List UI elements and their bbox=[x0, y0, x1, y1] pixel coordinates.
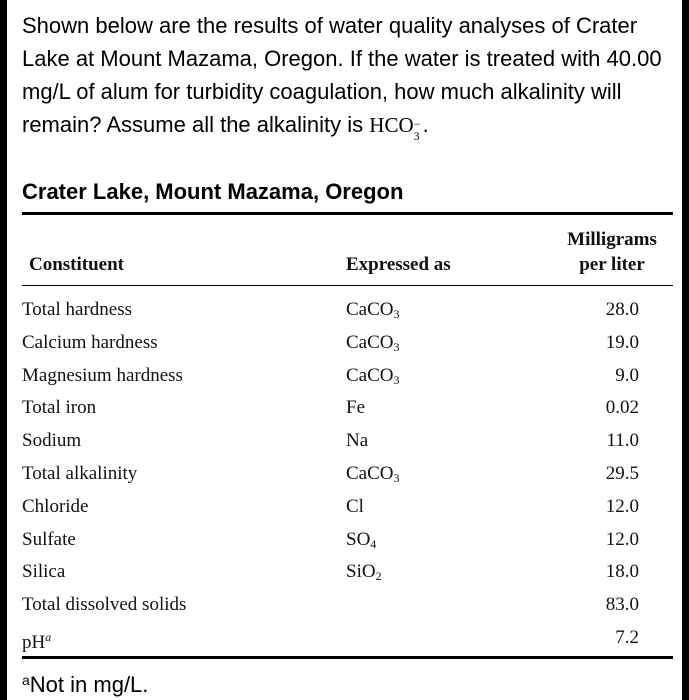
table-row bbox=[22, 490, 673, 523]
expressed-as-base: CaCO bbox=[346, 463, 394, 484]
header-rule bbox=[22, 285, 673, 286]
constituent-name: Total dissolved solids bbox=[22, 594, 187, 616]
expressed-as-subscript: 3 bbox=[393, 307, 400, 321]
table-row bbox=[22, 424, 673, 457]
cell-expressed-as bbox=[346, 391, 365, 424]
cell-constituent bbox=[22, 490, 89, 523]
cell-constituent bbox=[22, 424, 81, 457]
table-title: Crater Lake, Mount Mazama, Oregon bbox=[22, 179, 404, 204]
expressed-as-base: SiO bbox=[346, 561, 376, 583]
cell-constituent bbox=[22, 326, 158, 359]
expressed-as-subscript: 2 bbox=[375, 569, 382, 584]
table-row bbox=[22, 555, 673, 588]
formula-scripts bbox=[413, 117, 423, 143]
cell-value: 18.0 bbox=[605, 561, 639, 583]
footnote bbox=[22, 665, 148, 700]
cell-value: 29.5 bbox=[605, 463, 639, 484]
cell-constituent bbox=[22, 391, 96, 424]
table-row bbox=[22, 588, 673, 621]
cell-value: 19.0 bbox=[605, 331, 639, 353]
footnote-text: Not in mg/L. bbox=[29, 672, 149, 697]
cell-constituent bbox=[22, 588, 186, 621]
cell-value: 7.2 bbox=[615, 627, 639, 648]
table-row bbox=[22, 457, 673, 490]
cell-value: 12.0 bbox=[605, 528, 639, 550]
cell-expressed-as bbox=[346, 490, 364, 523]
header-mg-line2: per liter bbox=[579, 254, 645, 275]
question-end-punctuation: . bbox=[422, 112, 429, 137]
expressed-as-base: CaCO bbox=[346, 331, 394, 353]
header-expressed-as: Expressed as bbox=[346, 254, 451, 275]
constituent-name: Silica bbox=[22, 561, 66, 583]
constituent-name: Calcium hardness bbox=[22, 331, 158, 353]
expressed-as-base: SO bbox=[346, 528, 371, 550]
constituent-name: Total alkalinity bbox=[22, 463, 138, 484]
footnote-marker: a bbox=[45, 630, 52, 644]
header-constituent: Constituent bbox=[29, 254, 125, 275]
table-row bbox=[22, 391, 673, 424]
expressed-as-base: Cl bbox=[346, 495, 364, 517]
table-row bbox=[22, 621, 673, 654]
constituent-name: Chloride bbox=[22, 495, 89, 517]
constituent-name: Magnesium hardness bbox=[22, 364, 183, 386]
expressed-as-subscript: 3 bbox=[393, 339, 400, 354]
cell-constituent bbox=[22, 293, 132, 326]
table-bottom-rule bbox=[22, 656, 673, 659]
expressed-as-base: CaCO bbox=[346, 364, 394, 386]
cell-value: 11.0 bbox=[606, 430, 639, 452]
cell-constituent bbox=[22, 457, 137, 490]
constituent-name: Total iron bbox=[22, 397, 97, 419]
question-text bbox=[22, 9, 677, 142]
cell-constituent bbox=[22, 359, 183, 392]
cell-expressed-as bbox=[346, 424, 368, 457]
expressed-as-subscript: 3 bbox=[393, 372, 400, 387]
table-top-rule bbox=[22, 212, 673, 215]
expressed-as-base: Fe bbox=[346, 397, 365, 419]
formula-base: HCO bbox=[369, 113, 414, 137]
header-mg-line1: Milligrams bbox=[567, 229, 657, 250]
constituent-name: Total hardness bbox=[22, 299, 133, 320]
expressed-as-subscript: 4 bbox=[370, 536, 377, 551]
cell-constituent bbox=[22, 621, 51, 659]
expressed-as-subscript: 3 bbox=[393, 471, 400, 485]
formula-subscript: 3 bbox=[413, 129, 420, 143]
expressed-as-base: Na bbox=[346, 430, 369, 452]
question-body: Shown below are the results of water quality analyses of Crater Lake at Mount Mazama, Oregon. If the water is treated with 40.00 mg/L of alum for turbidity coagulation, how much alkalinity will remain? Assume all the alkalinity is bbox=[22, 13, 662, 137]
constituent-name: Sulfate bbox=[22, 528, 76, 550]
cell-value: 9.0 bbox=[615, 364, 639, 386]
bicarbonate-formula bbox=[369, 113, 422, 143]
cell-value: 0.02 bbox=[605, 397, 639, 419]
cell-value: 28.0 bbox=[605, 299, 639, 320]
document-page bbox=[7, 0, 682, 700]
cell-value: 12.0 bbox=[605, 495, 639, 517]
constituent-name: Sodium bbox=[22, 430, 82, 452]
table-row bbox=[22, 359, 673, 392]
table-row bbox=[22, 523, 673, 556]
cell-value: 83.0 bbox=[605, 594, 639, 616]
cell-constituent bbox=[22, 555, 65, 588]
formula-charge: − bbox=[413, 117, 421, 131]
table-row bbox=[22, 293, 673, 326]
constituent-name: pH bbox=[22, 632, 46, 653]
table-row bbox=[22, 326, 673, 359]
expressed-as-base: CaCO bbox=[346, 299, 394, 320]
footnote-marker: a bbox=[22, 672, 30, 688]
cell-constituent bbox=[22, 523, 76, 556]
